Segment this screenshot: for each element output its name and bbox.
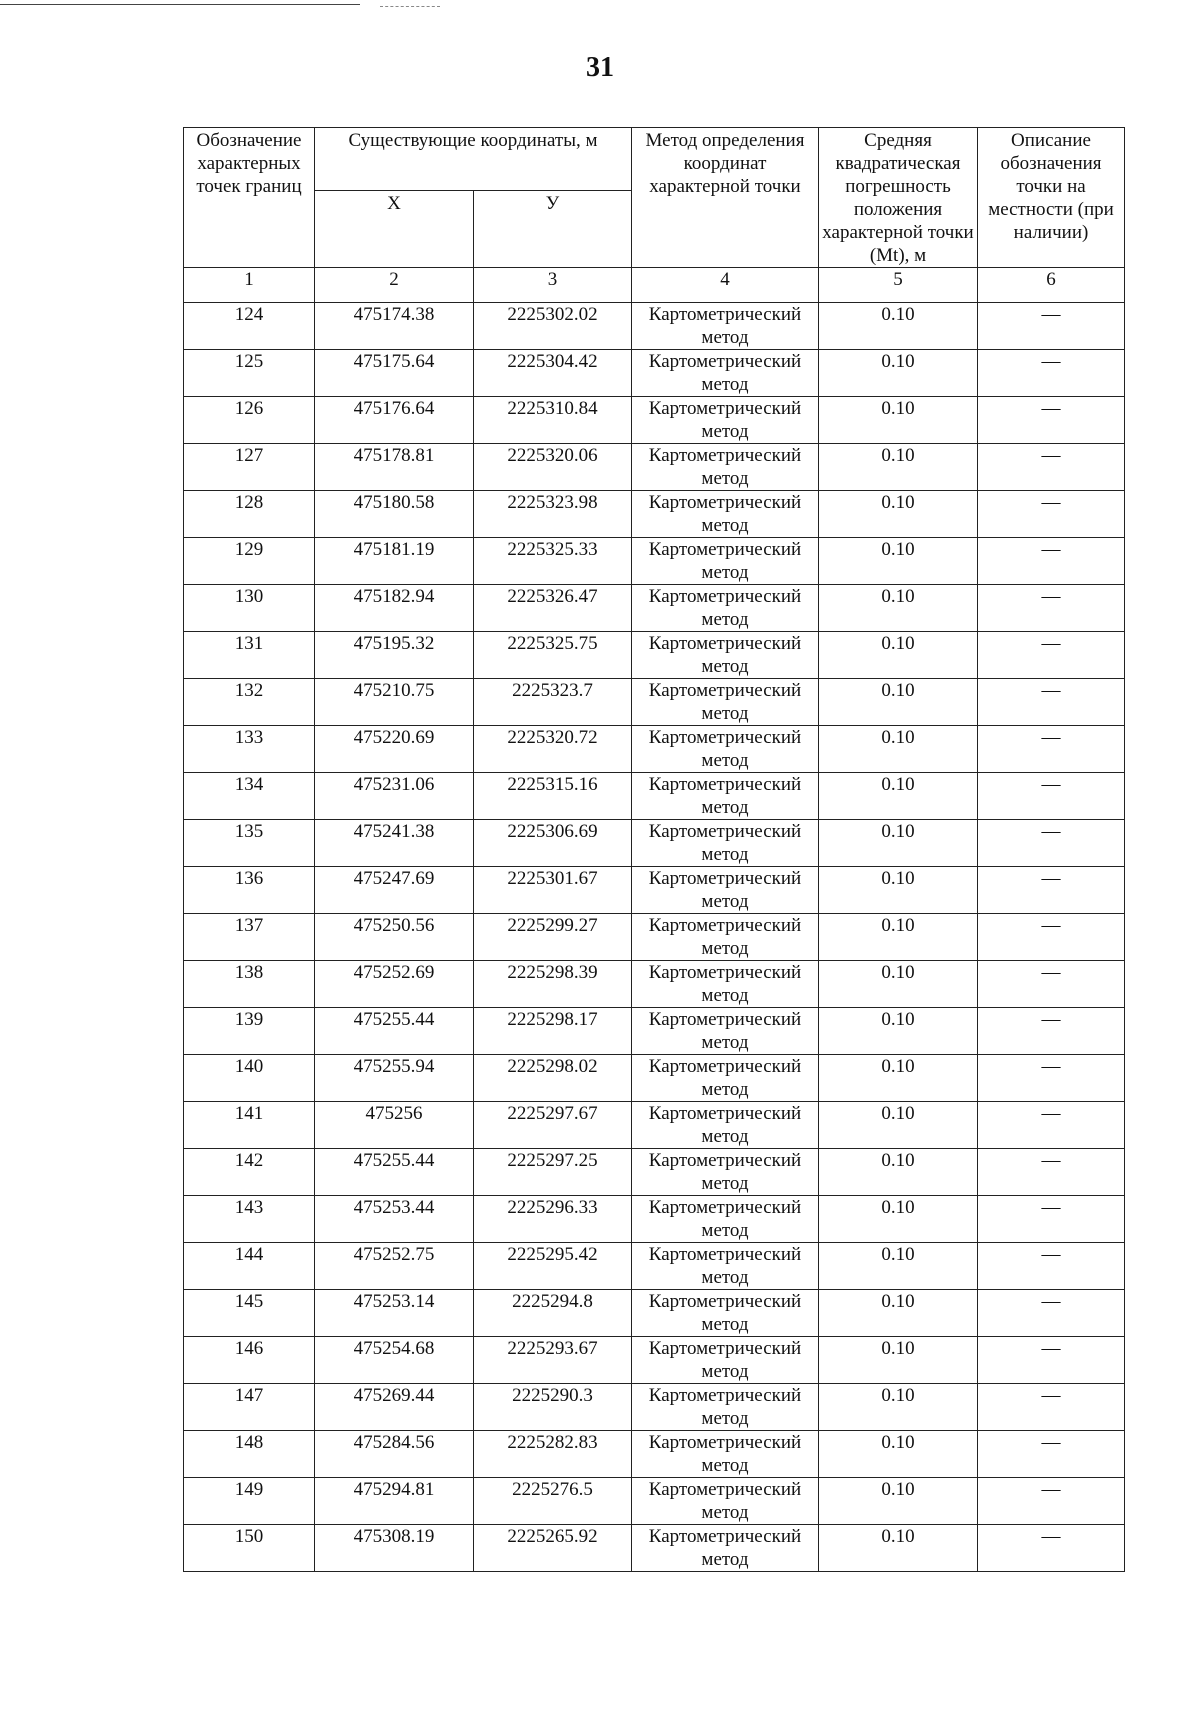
table-row xyxy=(184,1431,1125,1478)
y-coordinate-cell: 2225298.02 xyxy=(474,1055,632,1102)
point-id-cell: 145 xyxy=(184,1290,315,1337)
mt-value-cell: 0.10 xyxy=(819,867,978,914)
method-line-1: Картометрический xyxy=(648,774,802,795)
method-cell xyxy=(632,1243,819,1290)
method-line-1: Картометрический xyxy=(648,1056,802,1077)
table-row xyxy=(184,303,1125,350)
method-line-1: Картометрический xyxy=(648,962,802,983)
method-line-2: метод xyxy=(701,1314,749,1335)
y-coordinate-cell: 2225326.47 xyxy=(474,585,632,632)
y-coordinate-cell: 2225299.27 xyxy=(474,914,632,961)
y-coordinate-cell: 2225297.25 xyxy=(474,1149,632,1196)
y-coordinate-cell: 2225304.42 xyxy=(474,350,632,397)
y-coordinate-cell: 2225298.17 xyxy=(474,1008,632,1055)
method-cell xyxy=(632,773,819,820)
x-coordinate-cell: 475175.64 xyxy=(315,350,474,397)
y-coordinate-cell: 2225325.75 xyxy=(474,632,632,679)
method-line-2: метод xyxy=(701,562,749,583)
method-cell xyxy=(632,1290,819,1337)
description-cell: — xyxy=(978,1384,1125,1431)
point-id-cell: 146 xyxy=(184,1337,315,1384)
mt-value-cell: 0.10 xyxy=(819,303,978,350)
table-row xyxy=(184,538,1125,585)
point-id-cell: 147 xyxy=(184,1384,315,1431)
point-id-cell: 126 xyxy=(184,397,315,444)
table-row xyxy=(184,1337,1125,1384)
method-cell xyxy=(632,1102,819,1149)
point-id-cell: 142 xyxy=(184,1149,315,1196)
method-line-1: Картометрический xyxy=(648,398,802,419)
point-id-cell: 135 xyxy=(184,820,315,867)
table-row xyxy=(184,444,1125,491)
method-line-1: Картометрический xyxy=(648,445,802,466)
table-row xyxy=(184,1196,1125,1243)
method-cell xyxy=(632,1384,819,1431)
method-line-1: Картометрический xyxy=(648,1479,802,1500)
table-row xyxy=(184,632,1125,679)
x-coordinate-cell: 475254.68 xyxy=(315,1337,474,1384)
method-line-1: Картометрический xyxy=(648,539,802,560)
table-row xyxy=(184,585,1125,632)
description-cell: — xyxy=(978,397,1125,444)
column-number: 6 xyxy=(978,268,1125,303)
method-line-2: метод xyxy=(701,1079,749,1100)
method-cell xyxy=(632,679,819,726)
point-id-cell: 140 xyxy=(184,1055,315,1102)
point-id-cell: 124 xyxy=(184,303,315,350)
method-cell xyxy=(632,1431,819,1478)
description-cell: — xyxy=(978,1478,1125,1525)
mt-value-cell: 0.10 xyxy=(819,1337,978,1384)
y-coordinate-cell: 2225295.42 xyxy=(474,1243,632,1290)
header-description: Описание обозначения точки на местности (при наличии) xyxy=(978,128,1125,268)
method-line-1: Картометрический xyxy=(648,680,802,701)
table-row xyxy=(184,397,1125,444)
y-coordinate-cell: 2225298.39 xyxy=(474,961,632,1008)
point-id-cell: 128 xyxy=(184,491,315,538)
point-id-cell: 131 xyxy=(184,632,315,679)
method-cell xyxy=(632,1149,819,1196)
y-coordinate-cell: 2225294.8 xyxy=(474,1290,632,1337)
description-cell: — xyxy=(978,820,1125,867)
description-cell: — xyxy=(978,350,1125,397)
column-number: 4 xyxy=(632,268,819,303)
column-number: 1 xyxy=(184,268,315,303)
description-cell: — xyxy=(978,1149,1125,1196)
description-cell: — xyxy=(978,1243,1125,1290)
method-cell xyxy=(632,303,819,350)
header-y: У xyxy=(474,191,632,268)
x-coordinate-cell: 475253.14 xyxy=(315,1290,474,1337)
x-coordinate-cell: 475252.75 xyxy=(315,1243,474,1290)
method-line-2: метод xyxy=(701,374,749,395)
description-cell: — xyxy=(978,867,1125,914)
method-line-2: метод xyxy=(701,985,749,1006)
method-cell xyxy=(632,397,819,444)
table-row xyxy=(184,961,1125,1008)
method-line-2: метод xyxy=(701,844,749,865)
description-cell: — xyxy=(978,1008,1125,1055)
y-coordinate-cell: 2225325.33 xyxy=(474,538,632,585)
x-coordinate-cell: 475308.19 xyxy=(315,1525,474,1572)
method-line-2: метод xyxy=(701,1126,749,1147)
point-id-cell: 130 xyxy=(184,585,315,632)
mt-value-cell: 0.10 xyxy=(819,1525,978,1572)
method-line-2: метод xyxy=(701,1173,749,1194)
x-coordinate-cell: 475241.38 xyxy=(315,820,474,867)
method-cell xyxy=(632,961,819,1008)
y-coordinate-cell: 2225282.83 xyxy=(474,1431,632,1478)
point-id-cell: 148 xyxy=(184,1431,315,1478)
mt-value-cell: 0.10 xyxy=(819,1478,978,1525)
method-line-2: метод xyxy=(701,468,749,489)
x-coordinate-cell: 475255.44 xyxy=(315,1149,474,1196)
method-line-1: Картометрический xyxy=(648,727,802,748)
table-row xyxy=(184,1478,1125,1525)
mt-value-cell: 0.10 xyxy=(819,820,978,867)
description-cell: — xyxy=(978,1196,1125,1243)
method-cell xyxy=(632,491,819,538)
method-line-1: Картометрический xyxy=(648,304,802,325)
table-row xyxy=(184,679,1125,726)
description-cell: — xyxy=(978,538,1125,585)
method-line-2: метод xyxy=(701,1032,749,1053)
y-coordinate-cell: 2225265.92 xyxy=(474,1525,632,1572)
header-x: X xyxy=(315,191,474,268)
method-line-1: Картометрический xyxy=(648,492,802,513)
x-coordinate-cell: 475269.44 xyxy=(315,1384,474,1431)
table-row xyxy=(184,1149,1125,1196)
x-coordinate-cell: 475247.69 xyxy=(315,867,474,914)
mt-value-cell: 0.10 xyxy=(819,1384,978,1431)
point-id-cell: 127 xyxy=(184,444,315,491)
table-header xyxy=(184,128,1125,303)
mt-value-cell: 0.10 xyxy=(819,1102,978,1149)
description-cell: — xyxy=(978,1290,1125,1337)
x-coordinate-cell: 475253.44 xyxy=(315,1196,474,1243)
mt-value-cell: 0.10 xyxy=(819,1290,978,1337)
mt-value-cell: 0.10 xyxy=(819,1149,978,1196)
x-coordinate-cell: 475174.38 xyxy=(315,303,474,350)
x-coordinate-cell: 475180.58 xyxy=(315,491,474,538)
method-line-2: метод xyxy=(701,656,749,677)
point-id-cell: 132 xyxy=(184,679,315,726)
header-mean-square-error: Средняя квадратическая погрешность положения характерной точки (Mt), м xyxy=(819,128,978,268)
method-line-1: Картометрический xyxy=(648,1103,802,1124)
method-line-1: Картометрический xyxy=(648,868,802,889)
method-line-2: метод xyxy=(701,421,749,442)
table-row xyxy=(184,1102,1125,1149)
header-method: Метод определения координат характерной точки xyxy=(632,128,819,268)
x-coordinate-cell: 475181.19 xyxy=(315,538,474,585)
description-cell: — xyxy=(978,303,1125,350)
mt-value-cell: 0.10 xyxy=(819,961,978,1008)
mt-value-cell: 0.10 xyxy=(819,1243,978,1290)
table-row xyxy=(184,867,1125,914)
method-line-1: Картометрический xyxy=(648,1150,802,1171)
x-coordinate-cell: 475178.81 xyxy=(315,444,474,491)
x-coordinate-cell: 475195.32 xyxy=(315,632,474,679)
description-cell: — xyxy=(978,585,1125,632)
table-body xyxy=(184,303,1125,1572)
method-line-2: метод xyxy=(701,1549,749,1570)
page-number: 31 xyxy=(586,52,614,83)
point-id-cell: 136 xyxy=(184,867,315,914)
method-cell xyxy=(632,914,819,961)
mt-value-cell: 0.10 xyxy=(819,585,978,632)
method-line-1: Картометрический xyxy=(648,1385,802,1406)
mt-value-cell: 0.10 xyxy=(819,491,978,538)
header-existing-coordinates: Существующие координаты, м xyxy=(315,128,632,191)
column-number: 2 xyxy=(315,268,474,303)
y-coordinate-cell: 2225290.3 xyxy=(474,1384,632,1431)
method-line-2: метод xyxy=(701,1455,749,1476)
description-cell: — xyxy=(978,1525,1125,1572)
mt-value-cell: 0.10 xyxy=(819,444,978,491)
method-line-1: Картометрический xyxy=(648,1338,802,1359)
y-coordinate-cell: 2225320.72 xyxy=(474,726,632,773)
method-cell xyxy=(632,867,819,914)
method-cell xyxy=(632,585,819,632)
description-cell: — xyxy=(978,1055,1125,1102)
method-line-1: Картометрический xyxy=(648,351,802,372)
method-line-2: метод xyxy=(701,327,749,348)
method-line-2: метод xyxy=(701,938,749,959)
table-row xyxy=(184,726,1125,773)
method-line-2: метод xyxy=(701,609,749,630)
y-coordinate-cell: 2225297.67 xyxy=(474,1102,632,1149)
method-line-2: метод xyxy=(701,1361,749,1382)
x-coordinate-cell: 475255.44 xyxy=(315,1008,474,1055)
table-row xyxy=(184,820,1125,867)
description-cell: — xyxy=(978,961,1125,1008)
y-coordinate-cell: 2225306.69 xyxy=(474,820,632,867)
description-cell: — xyxy=(978,1431,1125,1478)
method-cell xyxy=(632,1055,819,1102)
method-line-2: метод xyxy=(701,1220,749,1241)
x-coordinate-cell: 475250.56 xyxy=(315,914,474,961)
method-line-1: Картометрический xyxy=(648,633,802,654)
description-cell: — xyxy=(978,444,1125,491)
mt-value-cell: 0.10 xyxy=(819,632,978,679)
point-id-cell: 137 xyxy=(184,914,315,961)
method-line-1: Картометрический xyxy=(648,1244,802,1265)
mt-value-cell: 0.10 xyxy=(819,538,978,585)
y-coordinate-cell: 2225320.06 xyxy=(474,444,632,491)
method-cell xyxy=(632,1525,819,1572)
point-id-cell: 129 xyxy=(184,538,315,585)
column-number: 5 xyxy=(819,268,978,303)
scan-top-rule xyxy=(0,4,360,5)
method-line-1: Картометрический xyxy=(648,1197,802,1218)
table-row xyxy=(184,914,1125,961)
mt-value-cell: 0.10 xyxy=(819,1055,978,1102)
mt-value-cell: 0.10 xyxy=(819,1196,978,1243)
point-id-cell: 139 xyxy=(184,1008,315,1055)
y-coordinate-cell: 2225310.84 xyxy=(474,397,632,444)
table-row xyxy=(184,773,1125,820)
method-line-2: метод xyxy=(701,1267,749,1288)
description-cell: — xyxy=(978,1337,1125,1384)
table-row xyxy=(184,1055,1125,1102)
table-row xyxy=(184,1525,1125,1572)
method-line-1: Картометрический xyxy=(648,1009,802,1030)
method-cell xyxy=(632,444,819,491)
point-id-cell: 134 xyxy=(184,773,315,820)
mt-value-cell: 0.10 xyxy=(819,726,978,773)
column-number: 3 xyxy=(474,268,632,303)
method-cell xyxy=(632,1478,819,1525)
method-cell xyxy=(632,538,819,585)
y-coordinate-cell: 2225276.5 xyxy=(474,1478,632,1525)
mt-value-cell: 0.10 xyxy=(819,1008,978,1055)
description-cell: — xyxy=(978,726,1125,773)
x-coordinate-cell: 475176.64 xyxy=(315,397,474,444)
y-coordinate-cell: 2225301.67 xyxy=(474,867,632,914)
method-cell xyxy=(632,726,819,773)
x-coordinate-cell: 475256 xyxy=(315,1102,474,1149)
method-line-1: Картометрический xyxy=(648,586,802,607)
x-coordinate-cell: 475210.75 xyxy=(315,679,474,726)
column-numbers-row xyxy=(184,268,1125,303)
method-cell xyxy=(632,1337,819,1384)
point-id-cell: 125 xyxy=(184,350,315,397)
method-line-1: Картометрический xyxy=(648,1291,802,1312)
mt-value-cell: 0.10 xyxy=(819,914,978,961)
mt-value-cell: 0.10 xyxy=(819,1431,978,1478)
point-id-cell: 149 xyxy=(184,1478,315,1525)
method-line-2: метод xyxy=(701,1502,749,1523)
scan-top-rule-dashed xyxy=(380,6,440,7)
table-row xyxy=(184,1008,1125,1055)
method-line-2: метод xyxy=(701,797,749,818)
x-coordinate-cell: 475252.69 xyxy=(315,961,474,1008)
point-id-cell: 143 xyxy=(184,1196,315,1243)
boundary-points-table xyxy=(183,127,1125,1572)
description-cell: — xyxy=(978,1102,1125,1149)
x-coordinate-cell: 475284.56 xyxy=(315,1431,474,1478)
x-coordinate-cell: 475220.69 xyxy=(315,726,474,773)
table-row xyxy=(184,1384,1125,1431)
point-id-cell: 138 xyxy=(184,961,315,1008)
table-row xyxy=(184,1290,1125,1337)
method-cell xyxy=(632,820,819,867)
method-cell xyxy=(632,1196,819,1243)
mt-value-cell: 0.10 xyxy=(819,397,978,444)
description-cell: — xyxy=(978,679,1125,726)
method-cell xyxy=(632,350,819,397)
point-id-cell: 150 xyxy=(184,1525,315,1572)
method-cell xyxy=(632,1008,819,1055)
description-cell: — xyxy=(978,491,1125,538)
method-line-2: метод xyxy=(701,891,749,912)
method-line-1: Картометрический xyxy=(648,915,802,936)
method-line-2: метод xyxy=(701,515,749,536)
mt-value-cell: 0.10 xyxy=(819,679,978,726)
y-coordinate-cell: 2225296.33 xyxy=(474,1196,632,1243)
method-line-1: Картометрический xyxy=(648,1526,802,1547)
x-coordinate-cell: 475231.06 xyxy=(315,773,474,820)
mt-value-cell: 0.10 xyxy=(819,773,978,820)
point-id-cell: 133 xyxy=(184,726,315,773)
method-line-2: метод xyxy=(701,750,749,771)
point-id-cell: 144 xyxy=(184,1243,315,1290)
description-cell: — xyxy=(978,773,1125,820)
y-coordinate-cell: 2225293.67 xyxy=(474,1337,632,1384)
description-cell: — xyxy=(978,632,1125,679)
table-row xyxy=(184,350,1125,397)
table-row xyxy=(184,491,1125,538)
method-line-1: Картометрический xyxy=(648,821,802,842)
mt-value-cell: 0.10 xyxy=(819,350,978,397)
table-row xyxy=(184,1243,1125,1290)
y-coordinate-cell: 2225323.98 xyxy=(474,491,632,538)
point-id-cell: 141 xyxy=(184,1102,315,1149)
method-cell xyxy=(632,632,819,679)
header-point-designation: Обозначение характерных точек границ xyxy=(184,128,315,268)
y-coordinate-cell: 2225315.16 xyxy=(474,773,632,820)
description-cell: — xyxy=(978,914,1125,961)
method-line-1: Картометрический xyxy=(648,1432,802,1453)
x-coordinate-cell: 475294.81 xyxy=(315,1478,474,1525)
x-coordinate-cell: 475255.94 xyxy=(315,1055,474,1102)
y-coordinate-cell: 2225323.7 xyxy=(474,679,632,726)
method-line-2: метод xyxy=(701,703,749,724)
y-coordinate-cell: 2225302.02 xyxy=(474,303,632,350)
x-coordinate-cell: 475182.94 xyxy=(315,585,474,632)
method-line-2: метод xyxy=(701,1408,749,1429)
